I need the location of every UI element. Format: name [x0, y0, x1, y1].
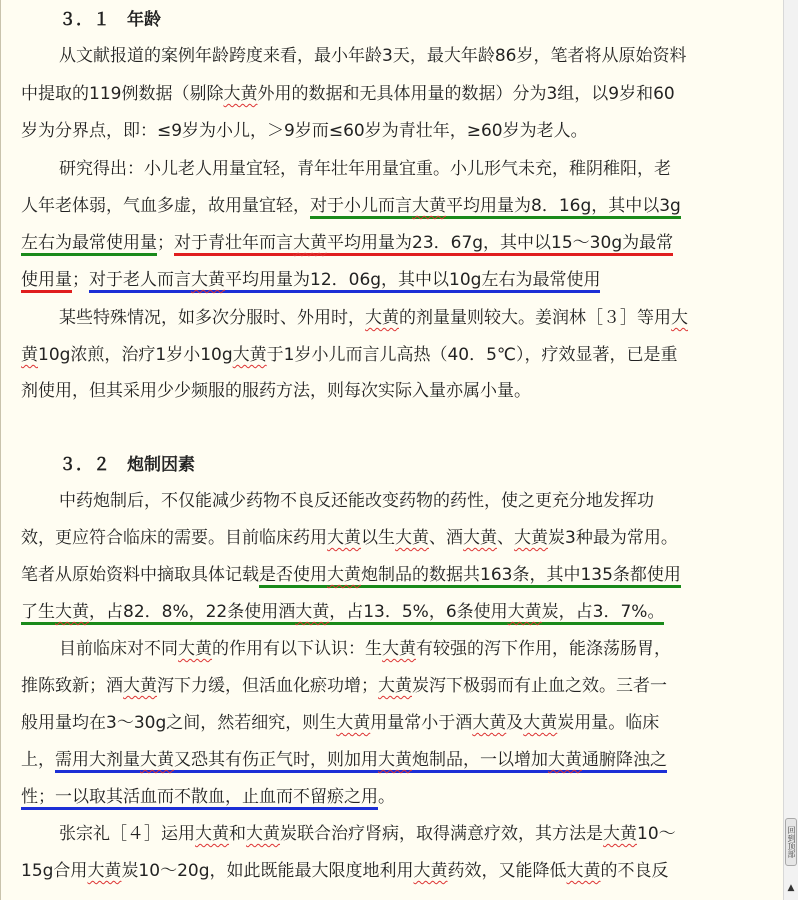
right-scroll-rail[interactable]	[783, 0, 798, 900]
highlight-elder-dosage: 对于老人而言大黄平均用量为12．06g，其中以10g左右为最常使用	[89, 270, 600, 293]
paragraph-line: 15g合用大黄炭10～20g，如此既能最大限度地利用大黄药效，又能降低大黄的不良反	[21, 861, 669, 881]
paragraph-line: 黄10g浓煎，治疗1岁小10g大黄于1岁小儿而言儿高热（40．5℃），疗效显著，已是重	[21, 345, 678, 365]
paragraph-line: 目前临床对不同大黄的作用有以下认识：生大黄有较强的泻下作用，能涤荡肠胃，	[59, 639, 671, 659]
paragraph-line: 张宗礼［４］运用大黄和大黄炭联合治疗肾病，取得满意疗效，其方法是大黄10～	[59, 824, 676, 844]
highlight-processed-use: 需用大剂量大黄又恐其有伤正气时，则加用大黄炮制品，一以增加大黄通腑降浊之	[55, 750, 667, 773]
paragraph-line: 推陈致新；酒大黄泻下力缓，但活血化瘀功增；大黄炭泻下极弱而有止血之效。三者一	[21, 676, 667, 696]
paragraph-line: 性；一以取其活血而不散血，止血而不留瘀之用。	[21, 785, 395, 822]
paragraph-line: 了生大黄，占82．8%，22条使用酒大黄，占13．5%，6条使用大黄炭，占3．7%。	[21, 600, 664, 637]
paragraph-line: 从文献报道的案例年龄跨度来看，最小年龄3天，最大年龄86岁，笔者将从原始资料	[59, 46, 687, 66]
section-heading-processing: ３．２ 炮制因素	[59, 455, 195, 475]
paragraph-line: 效，更应符合临床的需要。目前临床药用大黄以生大黄、酒大黄、大黄炭3种最为常用。	[21, 528, 678, 548]
highlight-processing-stats: 是否使用大黄炮制品的数据共163条，其中135条都使用	[259, 565, 681, 588]
paragraph-line: 中药炮制后，不仅能减少药物不良反还能改变药物的药性，使之更充分地发挥功	[59, 491, 654, 511]
highlight-child-dosage: 对于小儿而言大黄平均用量为8．16g，其中以3g	[310, 196, 681, 219]
paragraph-line: 中提取的119例数据（剔除大黄外用的数据和无具体用量的数据）分为3组，以9岁和60	[21, 84, 675, 104]
paragraph-line: 岁为分界点，即：≤9岁为小儿，＞9岁而≤60岁为青壮年，≥60岁为老人。	[21, 121, 588, 141]
paragraph-line: 某些特殊情况，如多次分服时、外用时，大黄的剂量量则较大。姜润林［３］等用大	[59, 308, 688, 328]
highlight-adult-dosage: 对于青壮年而言大黄平均用量为23．67g，其中以15～30g为最常	[174, 233, 673, 256]
paragraph-line: 般用量均在3～30g之间，然若细究，则生大黄用量常小于酒大黄及大黄炭用量。临床	[21, 713, 660, 733]
scroll-up-arrow-icon[interactable]: ▲	[787, 883, 795, 893]
paragraph-line: 剂使用，但其采用少少频服的服药方法，则每次实际入量亦属小量。	[21, 381, 531, 401]
section-heading-age: ３．１ 年龄	[59, 10, 161, 30]
paragraph-line: 笔者从原始资料中摘取具体记载是否使用大黄炮制品的数据共163条，其中135条都使用	[21, 563, 681, 600]
paragraph-line: 研究得出：小儿老人用量宜轻，青年壮年用量宜重。小儿形气未充，稚阴稚阳，老	[59, 159, 671, 179]
paragraph-line: 上，需用大剂量大黄又恐其有伤正气时，则加用大黄炮制品，一以增加大黄通腑降浊之	[21, 748, 667, 785]
back-to-top-button[interactable]: 回到顶部	[785, 818, 797, 866]
paragraph-line: 使用量；对于老人而言大黄平均用量为12．06g，其中以10g左右为最常使用	[21, 268, 600, 305]
paragraph-line: 人年老体弱，气血多虚，故用量宜轻，对于小儿而言大黄平均用量为8．16g，其中以3g	[21, 194, 681, 231]
paragraph-line: 左右为最常使用量；对于青壮年而言大黄平均用量为23．67g，其中以15～30g为最常	[21, 231, 673, 268]
